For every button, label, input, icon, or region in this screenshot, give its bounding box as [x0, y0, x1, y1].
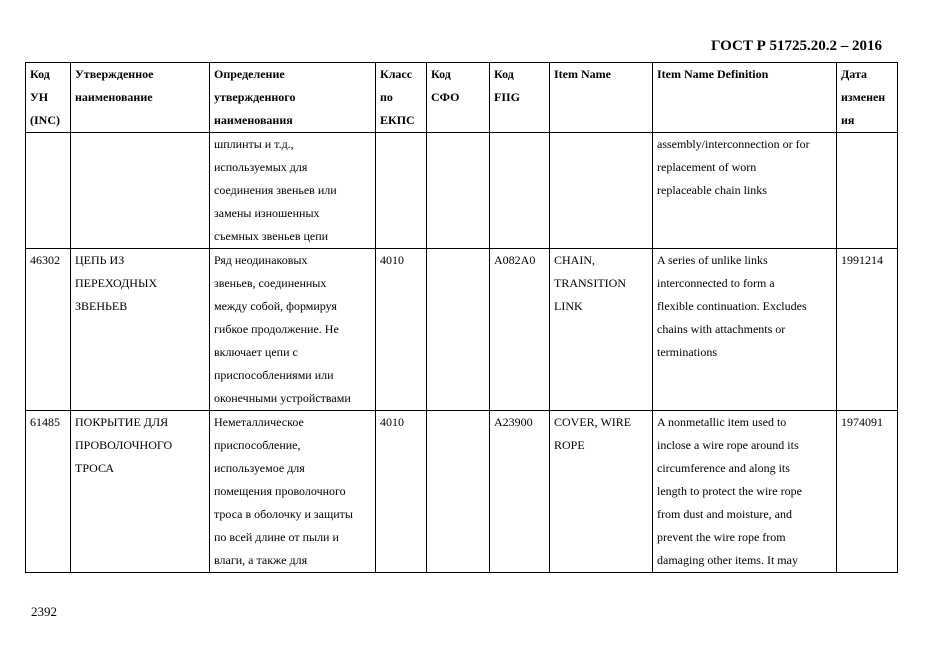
cell-class: 4010	[376, 411, 427, 573]
col-header-item-definition: Item Name Definition	[653, 63, 837, 133]
cell-item-name: CHAIN, TRANSITION LINK	[550, 249, 653, 411]
cell-name	[71, 133, 210, 249]
cell-code: 61485	[26, 411, 71, 573]
cell-name: ПОКРЫТИЕ ДЛЯ ПРОВОЛОЧНОГО ТРОСА	[71, 411, 210, 573]
cell-sfo	[427, 411, 490, 573]
page-number: 2392	[31, 604, 57, 619]
cell-fiig: A23900	[490, 411, 550, 573]
cell-item-definition: assembly/interconnection or for replacement of worn replaceable chain links	[653, 133, 837, 249]
cell-definition: Ряд неодинаковых звеньев, соединенных между собой, формируя гибкое продолжение. Не включает цепи с приспособлениями или оконечными устройствами	[210, 249, 376, 411]
catalog-table	[25, 62, 898, 573]
cell-definition: шплинты и т.д., используемых для соединения звеньев или замены изношенных съемных звеньев цепи	[210, 133, 376, 249]
cell-fiig: A082A0	[490, 249, 550, 411]
cell-sfo	[427, 249, 490, 411]
table-row	[26, 411, 898, 573]
col-header-definition: Определение утвержденного наименования	[210, 63, 376, 133]
cell-sfo	[427, 133, 490, 249]
cell-code	[26, 133, 71, 249]
col-header-sfo: Код СФО	[427, 63, 490, 133]
cell-fiig	[490, 133, 550, 249]
col-header-name: Утвержденное наименование	[71, 63, 210, 133]
cell-item-name: COVER, WIRE ROPE	[550, 411, 653, 573]
document-standard-title: ГОСТ Р 51725.20.2 – 2016	[711, 38, 883, 54]
cell-code: 46302	[26, 249, 71, 411]
cell-item-definition: A nonmetallic item used to inclose a wire rope around its circumference and along its length to protect the wire rope from dust and moisture, and prevent the wire rope from damaging other items. It may	[653, 411, 837, 573]
cell-date	[837, 133, 898, 249]
table-header-row	[26, 63, 898, 133]
col-header-code: Код УН (INC)	[26, 63, 71, 133]
cell-definition: Неметаллическое приспособление, используемое для помещения проволочного троса в оболочку и защиты по всей длине от пыли и влаги, а также для	[210, 411, 376, 573]
col-header-class: Класс по ЕКПС	[376, 63, 427, 133]
col-header-fiig: Код FIIG	[490, 63, 550, 133]
cell-date: 1991214	[837, 249, 898, 411]
cell-class: 4010	[376, 249, 427, 411]
cell-name: ЦЕПЬ ИЗ ПЕРЕХОДНЫХ ЗВЕНЬЕВ	[71, 249, 210, 411]
col-header-date: Дата изменен ия	[837, 63, 898, 133]
cell-item-definition: A series of unlike links interconnected to form a flexible continuation. Excludes chains with attachments or terminations	[653, 249, 837, 411]
table-row	[26, 249, 898, 411]
cell-date: 1974091	[837, 411, 898, 573]
col-header-item-name: Item Name	[550, 63, 653, 133]
cell-class	[376, 133, 427, 249]
cell-item-name	[550, 133, 653, 249]
table-row	[26, 133, 898, 249]
